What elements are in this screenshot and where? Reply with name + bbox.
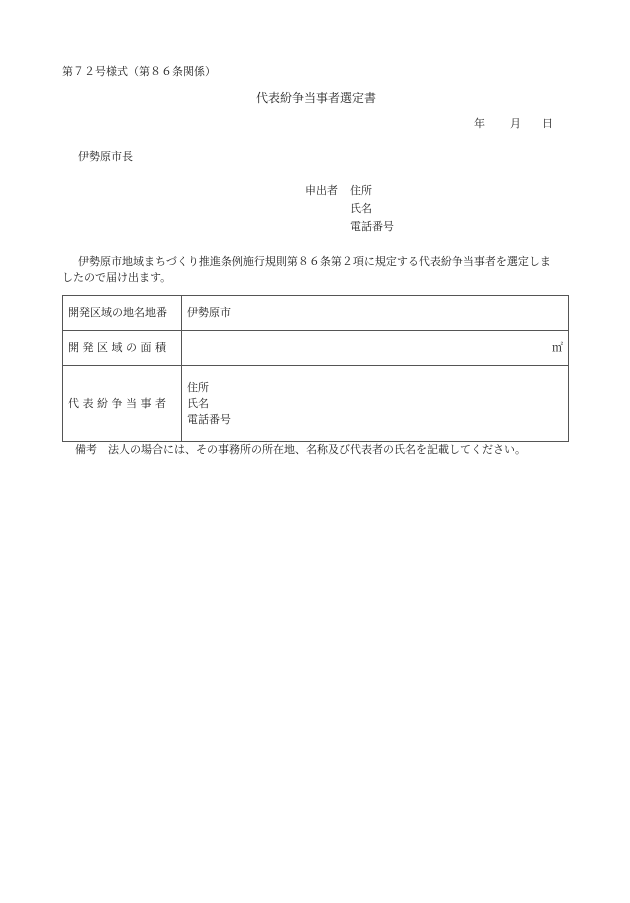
location-label: 開発区域の地名地番 [63,296,182,331]
applicant-name: 氏名 [350,202,372,215]
representative-fields [182,366,569,442]
representative-address: 住所 [187,380,209,394]
area-unit: ㎡ [182,331,569,366]
date-day: 日 [542,117,553,130]
table-row-location [63,296,569,331]
representative-label: 代 表 紛 争 当 事 者 [63,366,182,442]
applicant-label: 申出者 [305,184,338,197]
body-line-1: 伊勢原市地域まちづくり推進条例施行規則第８６条第２項に規定する代表紛争当事者を選定しま [78,255,551,268]
table-row-representative [63,366,569,442]
addressee: 伊勢原市長 [78,150,133,163]
representative-name: 氏名 [187,396,209,410]
form-number: 第７２号様式（第８６条関係） [62,65,216,78]
body-line-2: したので届け出ます。 [62,271,172,284]
document-title: 代表紛争当事者選定書 [256,91,377,105]
area-label: 開 発 区 域 の 面 積 [63,331,182,366]
note: 備考 法人の場合には、その事務所の所在地、名称及び代表者の氏名を記載してください。 [75,443,526,456]
date-year: 年 [474,117,485,130]
applicant-phone: 電話番号 [350,220,394,233]
applicant-address: 住所 [350,184,372,197]
form-table [62,295,569,442]
representative-phone: 電話番号 [187,412,231,426]
date-month: 月 [510,117,521,130]
table-row-area [63,331,569,366]
location-value: 伊勢原市 [182,296,569,331]
